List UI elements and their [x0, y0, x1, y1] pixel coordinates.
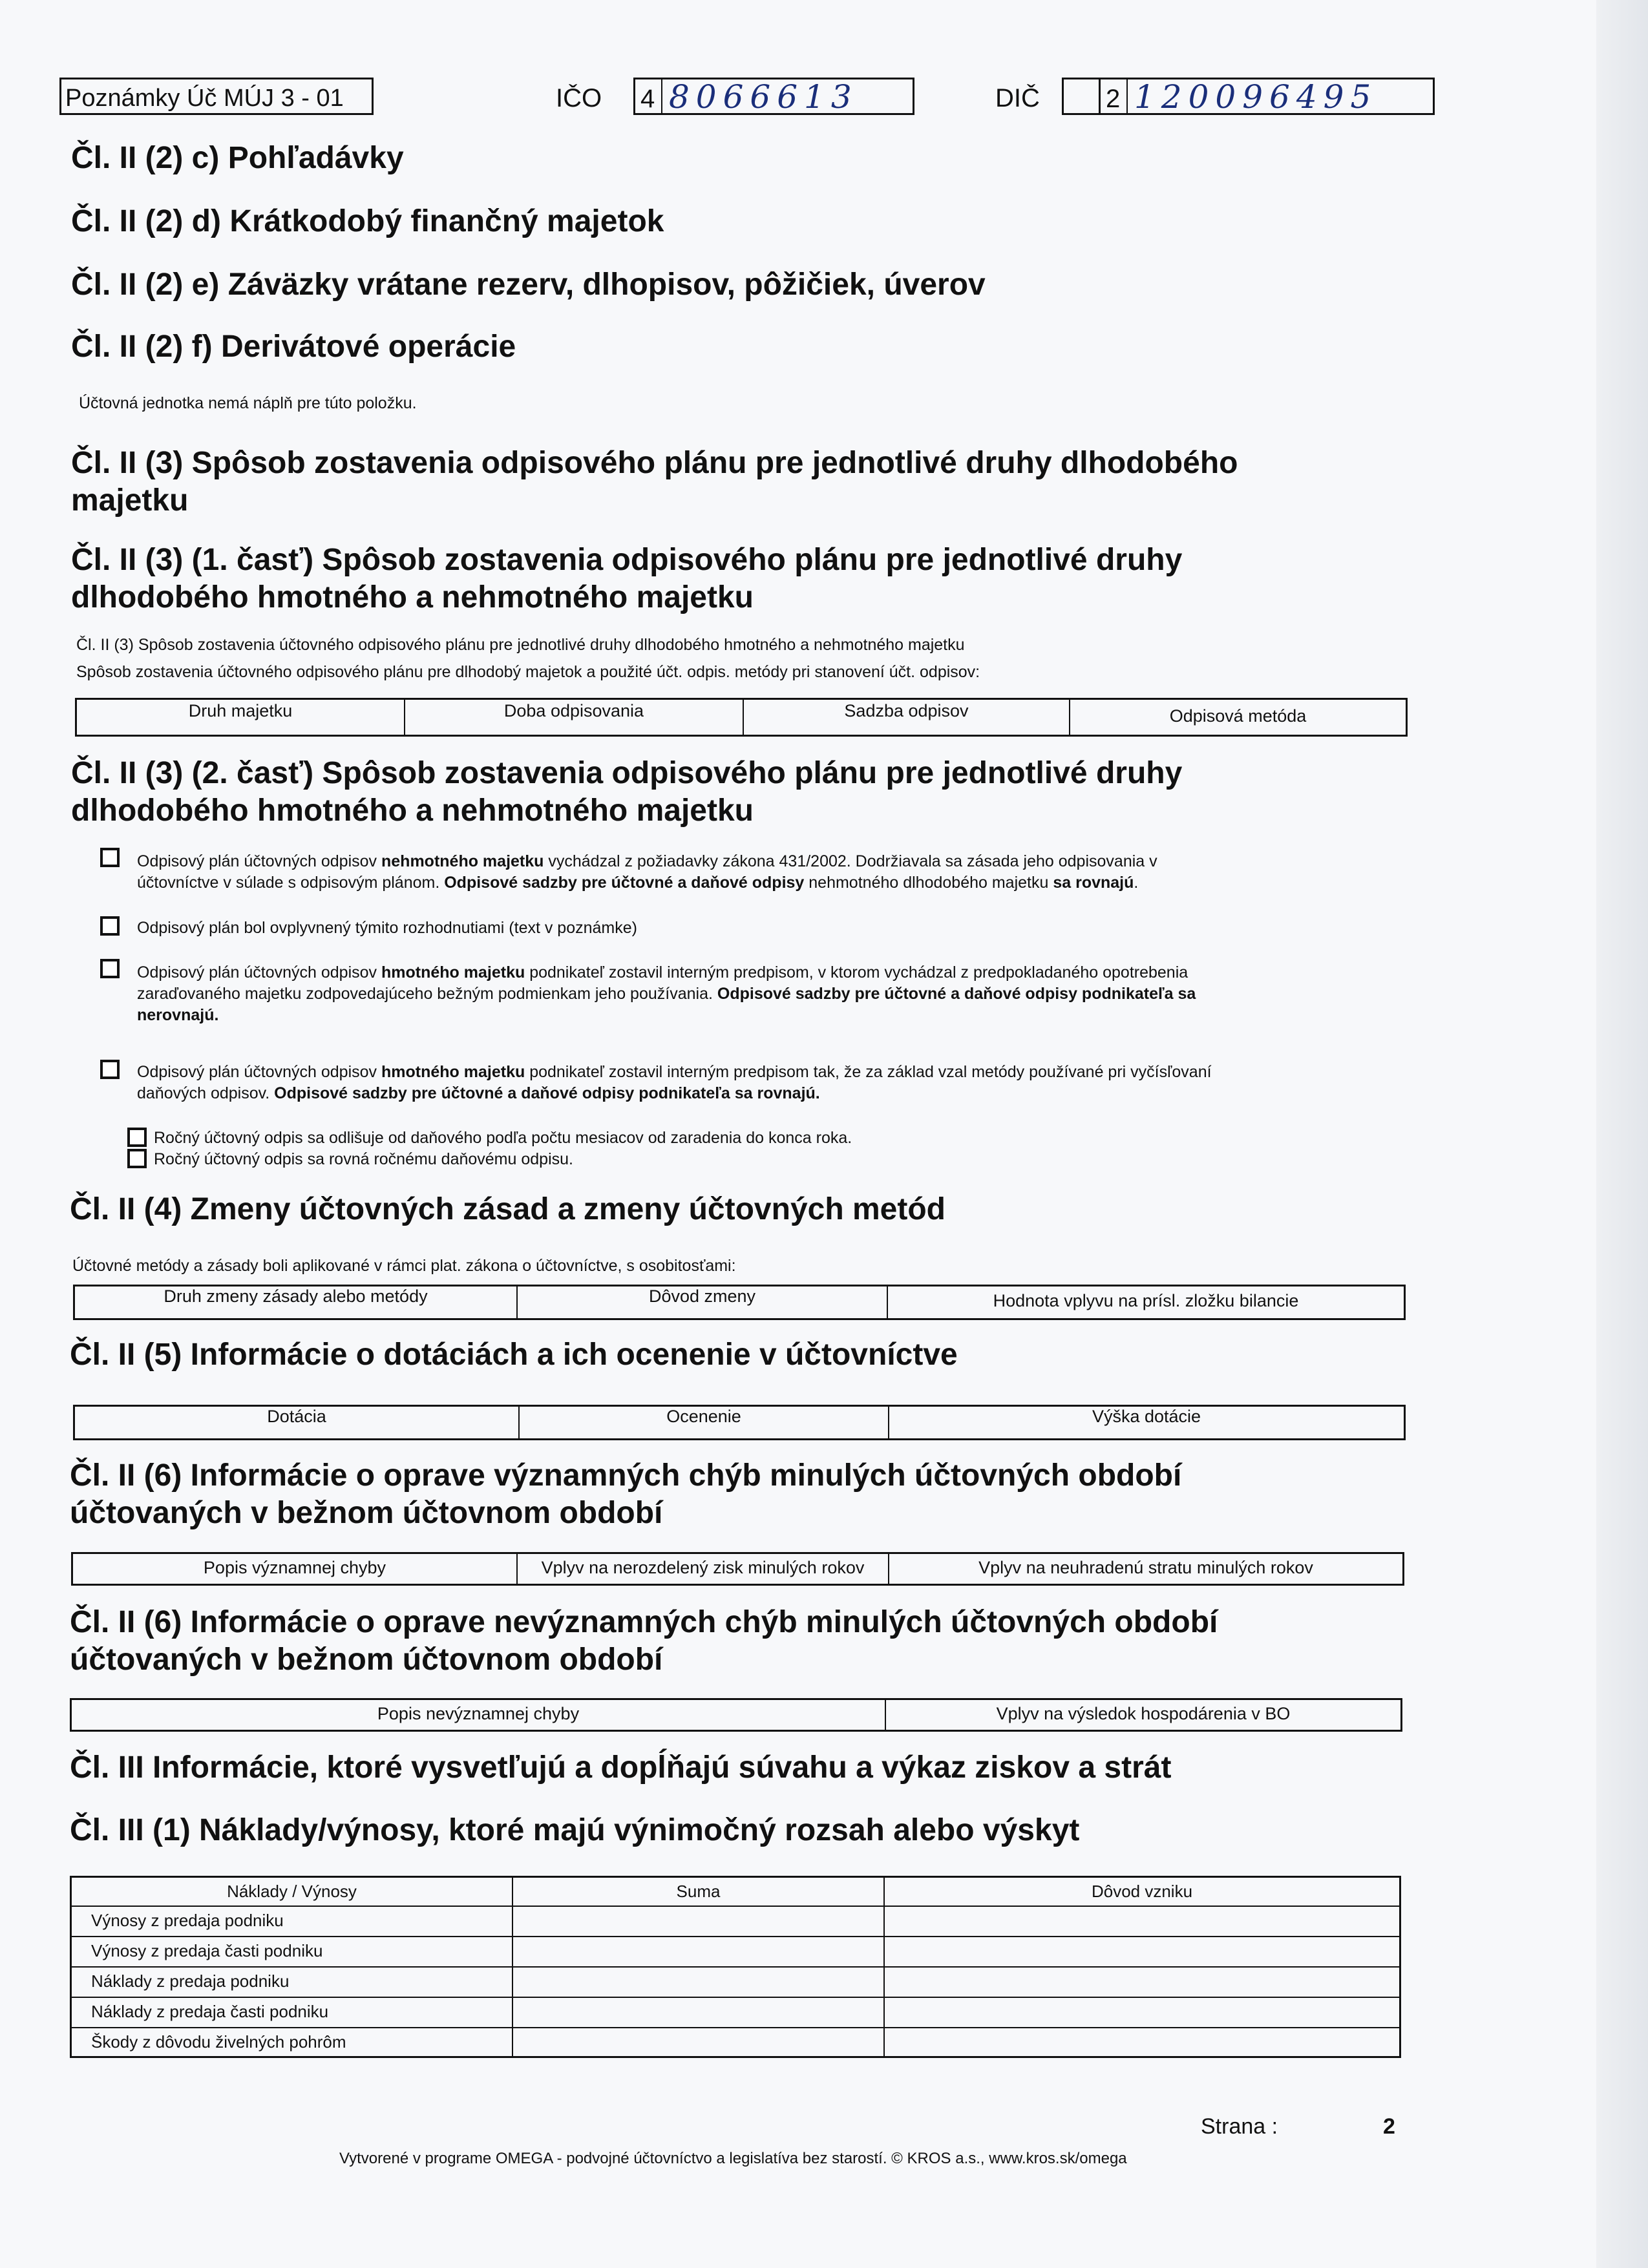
page-number: 2: [1383, 2114, 1395, 2139]
dic-label: DIČ: [995, 84, 1040, 112]
heading-kratkodoby-majetok: Čl. II (2) d) Krátkodobý finančný majetok: [71, 204, 664, 238]
dic-prefix: 2: [1106, 85, 1121, 113]
derivaty-note: Účtovná jednotka nemá náplň pre túto položku.: [79, 394, 417, 412]
ico-field[interactable]: [633, 78, 914, 115]
heading-pohladavky: Čl. II (2) c) Pohľadávky: [71, 141, 404, 175]
naklady-vynosy-table: [70, 1876, 1401, 2058]
form-label-box: [59, 78, 374, 115]
scan-edge: [1596, 0, 1648, 2268]
table-cell[interactable]: [885, 2028, 1399, 2056]
table-header-cell: Druh zmeny zásady alebo metódy: [75, 1286, 518, 1318]
heading-derivaty: Čl. II (2) f) Derivátové operácie: [71, 330, 516, 364]
table-cell: Náklady z predaja časti podniku: [72, 1998, 513, 2027]
table-header-cell: Dôvod zmeny: [518, 1286, 888, 1318]
table-cell[interactable]: [885, 1937, 1399, 1966]
table-header-cell: Popis významnej chyby: [73, 1554, 518, 1584]
heading-naklady-vynosy: Čl. III (1) Náklady/výnosy, ktoré majú výnimočný rozsah alebo výskyt: [70, 1813, 1080, 1847]
heading-vyznamne-chyby: Čl. II (6) Informácie o oprave významných chýb minulých účtovných období účtovaných v bežnom účtovnom období: [70, 1458, 1182, 1530]
heading-cl3: Čl. III Informácie, ktoré vysvetľujú a dopĺňajú súvahu a výkaz ziskov a strát: [70, 1750, 1172, 1785]
table-row: [72, 1968, 1399, 1998]
checkbox-nehmotny[interactable]: [100, 848, 120, 867]
checkbox-nehmotny-text: Odpisový plán účtovných odpisov nehmotného majetku vychádzal z požiadavky zákona 431/2002. Dodržiavala sa zásada jeho odpisovania v účtovníctve v súlade s odpisovým plánom. Odpisové sadzby pre účtovné a daňové odpisy nehmotného dlhodobého majetku sa rovnajú.: [137, 852, 1157, 892]
checkbox-odpis-rovna[interactable]: [127, 1149, 147, 1168]
checkbox-hmotny-rovnaju[interactable]: [100, 1060, 120, 1079]
table-row: [72, 1998, 1399, 2028]
table-cell[interactable]: [513, 1998, 885, 2027]
checkbox-odpis-rovna-text: Ročný účtovný odpis sa rovná ročnému daňovému odpisu.: [154, 1150, 573, 1168]
table-cell: Výnosy z predaja podniku: [72, 1907, 513, 1936]
table-cell: Náklady z predaja podniku: [72, 1968, 513, 1997]
table-header-cell: Druh majetku: [77, 700, 405, 735]
ico-prefix: 4: [640, 85, 655, 113]
table-cell[interactable]: [513, 1937, 885, 1966]
table-header-cell: Výška dotácie: [1092, 1407, 1201, 1426]
table-header-cell: Sadzba odpisov: [744, 700, 1070, 735]
ico-label: IČO: [556, 84, 602, 112]
footer-credit: Vytvorené v programe OMEGA - podvojné účtovníctvo a legislatíva bez starostí. © KROS a.s., www.kros.sk/omega: [339, 2150, 1127, 2167]
checkbox-odpis-odlisuje-text: Ročný účtovný odpis sa odlišuje od daňového podľa počtu mesiacov od zaradenia do konca roka.: [154, 1129, 852, 1147]
table-header-cell: Náklady / Výnosy: [72, 1878, 513, 1906]
table-cell[interactable]: [885, 1907, 1399, 1936]
heading-odpisovy-plan-cast2: Čl. II (3) (2. časť) Spôsob zostavenia odpisového plánu pre jednotlivé druhy dlhodobého hmotného a nehmotného majetku: [71, 756, 1183, 828]
checkbox-rozhodnutia-text: Odpisový plán bol ovplyvnený týmito rozhodnutiami (text v poznámke): [137, 919, 637, 937]
table-row: [72, 1937, 1399, 1968]
table-cell[interactable]: [885, 1998, 1399, 2027]
table-header-cell: Vplyv na neuhradenú stratu minulých rokov: [978, 1558, 1313, 1577]
table-header-cell: Popis nevýznamnej chyby: [72, 1700, 886, 1730]
table-cell[interactable]: [513, 2028, 885, 2056]
zmeny-table: [73, 1285, 1406, 1320]
table-header-cell: Dôvod vzniku: [1091, 1882, 1193, 1901]
nevyznamne-chyby-table: [70, 1698, 1402, 1732]
dic-empty-box: [1062, 78, 1101, 115]
table-header-cell: Dotácia: [75, 1407, 520, 1438]
heading-zmeny: Čl. II (4) Zmeny účtovných zásad a zmeny účtovných metód: [70, 1192, 945, 1226]
table-cell: Výnosy z predaja časti podniku: [72, 1937, 513, 1966]
dotacie-table: [73, 1405, 1406, 1440]
table-header-row: [72, 1878, 1399, 1907]
checkbox-hmotny-nerovnaju[interactable]: [100, 959, 120, 978]
checkbox-hmotny-rovnaju-text: Odpisový plán účtovných odpisov hmotného majetku podnikateľ zostavil interným predpisom tak, že za základ vzal metódy používané pri vyčísľovaní daňových odpisov. Odpisové sadzby pre účtovné a daňové odpisy podnikateľa sa rovnajú.: [137, 1063, 1212, 1102]
table-header-cell: Hodnota vplyvu na prísl. zložku bilancie: [993, 1291, 1299, 1310]
odpis-note-1: Čl. II (3) Spôsob zostavenia účtovného odpisového plánu pre jednotlivé druhy dlhodobého hmotného a nehmotného majetku: [76, 636, 965, 654]
table-header-cell: Doba odpisovania: [405, 700, 744, 735]
table-cell[interactable]: [513, 1907, 885, 1936]
table-row: [72, 2028, 1399, 2056]
table-header-cell: Suma: [513, 1878, 885, 1906]
table-header-cell: Odpisová metóda: [1169, 706, 1307, 726]
heading-zavazky: Čl. II (2) e) Záväzky vrátane rezerv, dlhopisov, pôžičiek, úverov: [71, 268, 986, 302]
table-cell[interactable]: [513, 1968, 885, 1997]
dic-handwritten: 120096495: [1134, 78, 1378, 116]
vyznamne-chyby-table: [71, 1552, 1404, 1586]
odpis-table: [75, 698, 1408, 737]
checkbox-hmotny-nerovnaju-text: Odpisový plán účtovných odpisov hmotného majetku podnikateľ zostavil interným predpisom, v ktorom vychádzal z predpokladaného opotrebenia zaraďovaného majetku zodpovedajúceho bežným podmienkam jeho používania. Odpisové sadzby pre účtovné a daňové odpisy podnikateľa sa nerovnajú.: [137, 963, 1196, 1024]
table-row: [72, 1907, 1399, 1937]
checkbox-odpis-odlisuje[interactable]: [127, 1128, 147, 1147]
checkbox-rozhodnutia[interactable]: [100, 916, 120, 936]
table-cell[interactable]: [885, 1968, 1399, 1997]
heading-dotacie: Čl. II (5) Informácie o dotáciách a ich ocenenie v účtovníctve: [70, 1338, 958, 1372]
table-header-cell: Vplyv na nerozdelený zisk minulých rokov: [518, 1554, 889, 1584]
table-header-cell: Vplyv na výsledok hospodárenia v BO: [996, 1704, 1291, 1723]
heading-odpisovy-plan: Čl. II (3) Spôsob zostavenia odpisového plánu pre jednotlivé druhy dlhodobého majetku: [71, 446, 1238, 518]
odpis-note-2: Spôsob zostavenia účtovného odpisového plánu pre dlhodobý majetok a použité účt. odpis. metódy pri stanovení účt. odpisov:: [76, 663, 980, 681]
table-cell: Škody z dôvodu živelných pohrôm: [72, 2028, 513, 2056]
table-header-cell: Ocenenie: [520, 1407, 889, 1438]
dic-field[interactable]: [1099, 78, 1435, 115]
ico-handwritten: 8066613: [669, 78, 858, 116]
form-label: Poznámky Úč MÚJ 3 - 01: [65, 85, 344, 112]
heading-nevyznamne-chyby: Čl. II (6) Informácie o oprave nevýznamných chýb minulých účtovných období účtovaných v bežnom účtovnom období: [70, 1605, 1218, 1677]
page-number-label: Strana :: [1201, 2114, 1278, 2139]
zmeny-note: Účtovné metódy a zásady boli aplikované v rámci plat. zákona o účtovníctve, s osobitosťami:: [72, 1257, 736, 1275]
heading-odpisovy-plan-cast1: Čl. II (3) (1. časť) Spôsob zostavenia odpisového plánu pre jednotlivé druhy dlhodobého hmotného a nehmotného majetku: [71, 543, 1183, 614]
